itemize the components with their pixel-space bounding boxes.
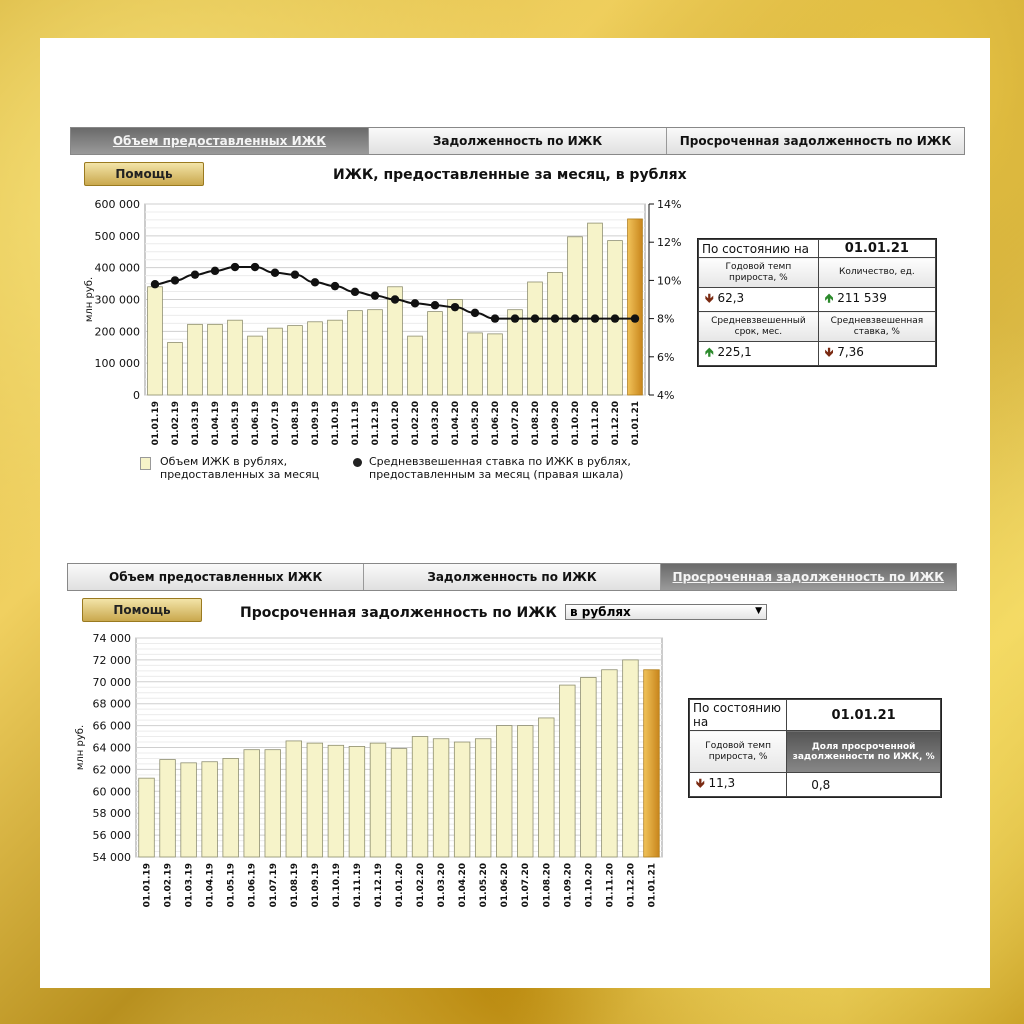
help-button[interactable]: Помощь <box>82 598 202 622</box>
x-tick-label: 01.10.19 <box>331 863 342 908</box>
y-tick-label: 600 000 <box>94 198 140 211</box>
currency-select[interactable] <box>565 604 767 620</box>
count-header: Количество, ед. <box>818 258 935 288</box>
x-tick-label: 01.01.21 <box>631 401 641 446</box>
x-tick-label: 01.02.19 <box>171 401 181 446</box>
x-tick-label: 01.03.19 <box>191 401 201 446</box>
x-tick-label: 01.08.20 <box>542 863 553 908</box>
x-tick-label: 01.12.20 <box>626 863 637 908</box>
x-tick-label: 01.08.20 <box>531 401 541 446</box>
as-of-date: 01.01.21 <box>818 240 935 258</box>
avg-term-value: 225,1 <box>717 345 752 359</box>
y-tick-label: 400 000 <box>94 261 140 275</box>
info-table-1 <box>697 238 937 367</box>
x-tick-label: 01.02.20 <box>416 863 427 908</box>
y-tick-label: 100 000 <box>94 357 140 371</box>
x-tick-label: 01.12.19 <box>371 401 381 446</box>
legend-line-label: Средневзвешенная ставка по ИЖК в рублях, предоставленным за месяц (правая шкала) <box>369 455 631 481</box>
legend-bar-label: Объем ИЖК в рублях, предоставленных за месяц <box>160 455 320 481</box>
tab-issued-volume[interactable]: Объем предоставленных ИЖК <box>71 128 369 154</box>
x-tick-label: 01.04.19 <box>211 401 221 446</box>
x-tick-label: 01.09.20 <box>563 863 574 908</box>
x-tick-label: 01.10.20 <box>584 863 595 908</box>
x-tick-label: 01.03.20 <box>431 401 441 446</box>
x-tick-label: 01.01.20 <box>391 401 401 446</box>
x-tick-label: 01.01.19 <box>142 863 153 908</box>
info-table-2 <box>688 698 942 798</box>
tab-debt[interactable]: Задолженность по ИЖК <box>364 564 660 590</box>
x-tick-label: 01.11.19 <box>351 401 361 446</box>
x-tick-label: 01.05.20 <box>471 401 481 446</box>
x-tick-label: 01.09.19 <box>310 863 321 908</box>
x-tick-label: 01.02.19 <box>163 863 174 908</box>
y-tick-label: 54 000 <box>92 851 131 864</box>
tabs-panel2 <box>67 563 957 591</box>
annual-growth-header: Годовой темп прироста, % <box>690 731 787 773</box>
x-tick-label: 01.04.19 <box>205 863 216 908</box>
y2-tick-label: 6% <box>657 350 675 364</box>
chart2-title: Просроченная задолженность по ИЖК <box>240 605 557 621</box>
y2-tick-label: 14% <box>657 198 682 211</box>
x-tick-label: 01.03.19 <box>184 863 195 908</box>
y-tick-label: 64 000 <box>92 741 131 755</box>
tabs-panel1 <box>70 127 965 155</box>
x-tick-label: 01.12.20 <box>611 401 621 446</box>
y-tick-label: 56 000 <box>92 829 131 843</box>
x-tick-label: 01.03.20 <box>437 863 448 908</box>
arrow-down-icon: 🡻 <box>696 776 705 790</box>
x-tick-label: 01.10.20 <box>571 401 581 446</box>
x-tick-label: 01.12.19 <box>373 863 384 908</box>
y-tick-label: 58 000 <box>92 807 131 821</box>
legend-line-marker <box>353 458 362 467</box>
x-tick-label: 01.05.20 <box>479 863 490 908</box>
y2-tick-label: 8% <box>657 312 675 326</box>
y-tick-label: 0 <box>133 389 140 402</box>
annual-growth-value: 62,3 <box>717 291 745 305</box>
x-tick-label: 01.11.20 <box>591 401 601 446</box>
x-tick-label: 01.09.20 <box>551 401 561 446</box>
overdue-share-header: Доля просроченной задолженности по ИЖК, % <box>787 731 941 773</box>
x-tick-label: 01.07.19 <box>268 863 279 908</box>
annual-growth-value: 11,3 <box>708 776 736 790</box>
tab-debt[interactable]: Задолженность по ИЖК <box>369 128 667 154</box>
as-of-date: 01.01.21 <box>787 700 941 731</box>
y-tick-label: 60 000 <box>92 785 131 799</box>
x-tick-label: 01.08.19 <box>289 863 300 908</box>
x-tick-label: 01.01.21 <box>647 863 658 908</box>
as-of-label: По состоянию на <box>690 700 787 731</box>
x-tick-label: 01.01.20 <box>395 863 405 908</box>
help-button[interactable]: Помощь <box>84 162 204 186</box>
avg-rate-header: Средневзвешенная ставка, % <box>818 312 935 342</box>
chart1-legend <box>140 455 660 485</box>
chevron-down-icon: ▼ <box>755 606 762 616</box>
x-tick-label: 01.05.19 <box>231 401 241 446</box>
y-tick-label: 68 000 <box>92 697 131 711</box>
count-value: 211 539 <box>837 291 887 305</box>
chart1-title: ИЖК, предоставленные за месяц, в рублях <box>333 167 687 183</box>
y-axis-label: млн руб. <box>84 276 95 323</box>
x-tick-label: 01.09.19 <box>311 401 321 446</box>
x-tick-label: 01.06.20 <box>500 863 511 908</box>
overdue-share-value: 0,8 <box>811 777 831 792</box>
x-tick-label: 01.02.20 <box>411 401 421 446</box>
x-tick-label: 01.06.20 <box>491 401 501 446</box>
avg-rate-value: 7,36 <box>837 345 864 359</box>
x-tick-label: 01.04.20 <box>451 401 461 446</box>
arrow-up-icon: 🡹 <box>824 291 834 305</box>
y-tick-label: 72 000 <box>92 653 131 667</box>
y-tick-label: 500 000 <box>94 229 140 243</box>
x-tick-label: 01.07.20 <box>511 401 521 446</box>
tab-overdue-debt[interactable]: Просроченная задолженность по ИЖК <box>661 564 956 590</box>
x-tick-label: 01.01.19 <box>151 401 161 446</box>
x-tick-label: 01.07.20 <box>521 863 532 908</box>
x-tick-label: 01.11.19 <box>352 863 363 908</box>
x-tick-label: 01.08.19 <box>291 401 301 446</box>
y-tick-label: 62 000 <box>92 763 131 777</box>
tab-issued-volume[interactable]: Объем предоставленных ИЖК <box>68 564 364 590</box>
annual-growth-header: Годовой темп прироста, % <box>699 258 819 288</box>
arrow-up-icon: 🡹 <box>705 345 714 359</box>
y2-tick-label: 10% <box>657 274 682 288</box>
y-tick-label: 70 000 <box>92 675 131 689</box>
arrow-down-icon: 🡻 <box>824 345 834 359</box>
x-tick-label: 01.06.19 <box>247 863 258 908</box>
currency-select-value: в рублях <box>570 605 631 619</box>
y-tick-label: 200 000 <box>94 325 140 339</box>
x-tick-label: 01.06.19 <box>251 401 261 446</box>
x-tick-label: 01.11.20 <box>605 863 616 908</box>
y2-tick-label: 12% <box>657 236 682 250</box>
x-tick-label: 01.05.19 <box>226 863 237 908</box>
legend-bar-swatch <box>140 457 151 470</box>
y-tick-label: 300 000 <box>94 293 140 307</box>
arrow-down-icon: 🡻 <box>705 291 714 305</box>
x-tick-label: 01.10.19 <box>331 401 341 446</box>
y2-tick-label: 4% <box>657 389 675 402</box>
y-tick-label: 66 000 <box>92 719 131 733</box>
y-axis-label: млн руб. <box>75 724 86 771</box>
avg-term-header: Средневзвешенный срок, мес. <box>699 312 819 342</box>
y-tick-label: 74 000 <box>92 632 131 645</box>
x-tick-label: 01.04.20 <box>458 863 469 908</box>
tab-overdue-debt[interactable]: Просроченная задолженность по ИЖК <box>667 128 964 154</box>
as-of-label: По состоянию на <box>699 240 819 258</box>
x-tick-label: 01.07.19 <box>271 401 281 446</box>
